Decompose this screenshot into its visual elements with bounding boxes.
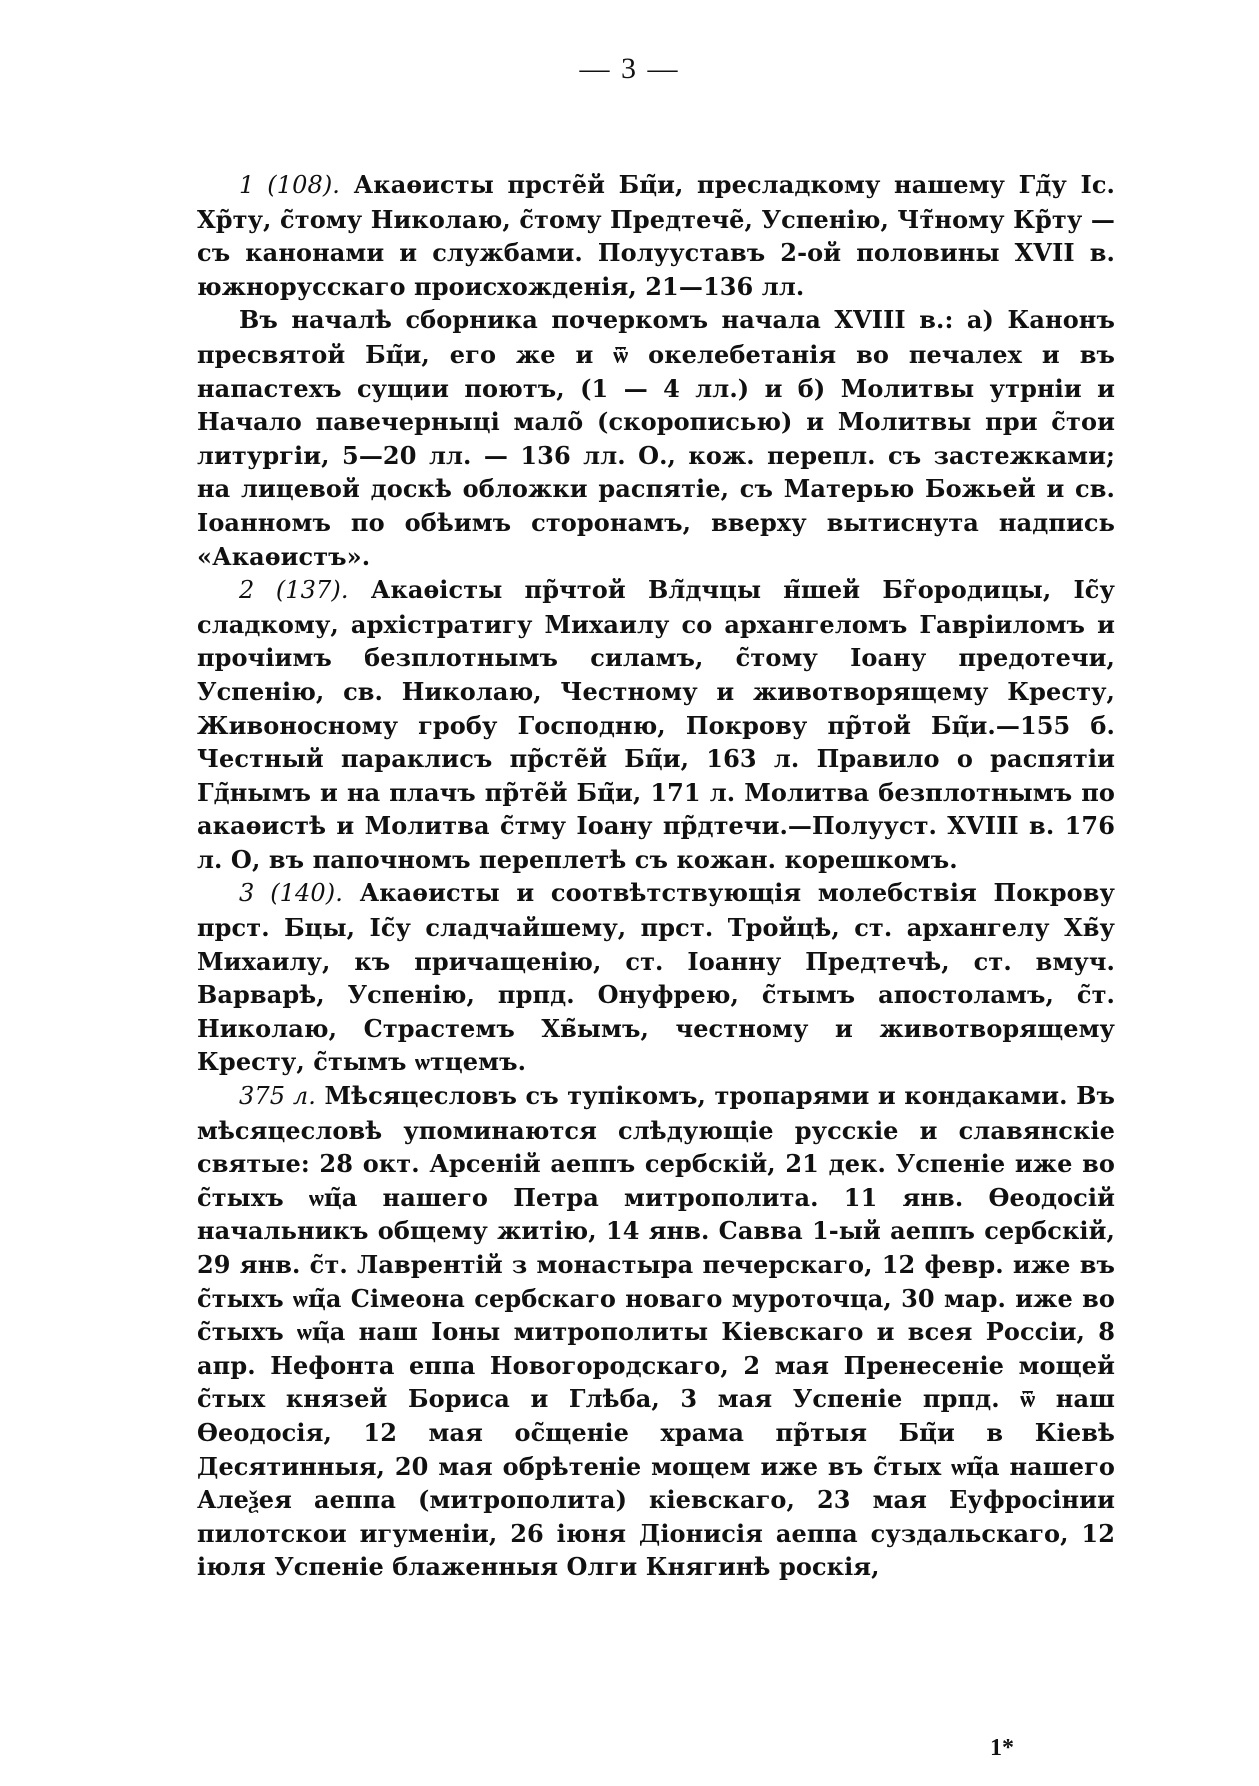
document-body — [197, 168, 1115, 1584]
entry-text: Акаѳісты пр̃чтой Вл̃дчцы н̃шей Бг̃ородицы, Іс̃у сладкому, архістратигу Михаилу со архангеломъ Гавріиломъ и прочіимъ безплотнымъ силамъ, с̃тому Іоану предотечи, Успенію, св. Николаю, Честному и животворящему Кресту, Живоносному гробу Господню, Покрову пр̃той Бц̃и.—155 б. Честный параклисъ пр̃сте̃й Бц̃и, 163 л. Правило о распятіи Гд̃нымъ и на плачъ пр̃те̃й Бц̃и, 171 л. Молитва безплотнымъ по акаѳистѣ и Молитва с̃тму Іоану пр̃дтечи.—Полууст. XVIII в. 176 л. О, въ папочномъ переплетѣ съ кожан. корешкомъ. — [197, 575, 1115, 874]
entry-text: Въ началѣ сборника почеркомъ начала XVIII в.: а) Канонъ пресвятой Бц̃и, его же и ѿ окелебетанія во печалех и въ напастехъ сущии поютъ, (1 — 4 лл.) и б) Молитвы утрнiи и Начало павечерныці мало̃ (скорописью) и Молитвы при с̃тои литургіи, 5—20 лл. — 136 лл. О., кож. перепл. съ застежками; на лицевой доскѣ обложки распятіе, съ Матерью Божьей и св. Іоанномъ по обѣимъ сторонамъ, вверху вытиснута надпись «Акаѳистъ». — [197, 305, 1115, 571]
entry-number: 375 л. — [239, 1082, 316, 1111]
entry-1 — [197, 168, 1115, 303]
entry-3 — [197, 876, 1115, 1079]
entry-number: 3 (140). — [239, 879, 343, 908]
entry-number: 1 (108). — [239, 171, 341, 199]
entry-number: 2 (137). — [239, 576, 349, 605]
page-number: — 3 — — [579, 52, 680, 85]
signature-mark: 1* — [990, 1735, 1014, 1761]
entry-text: Акаѳисты и соотвѣтствующія молебствія Покрову прст. Бцы, Іс̃у сладчайшему, прст. Тройцѣ, ст. архангелу Хв̃у Михаилу, къ причащенію, ст. Іоанну Предтечѣ, ст. вмуч. Варварѣ, Успенію, прпд. Онуфрею, с̃тымъ апостоламъ, с̃т. Николаю, Страстемъ Хв̃ымъ, честному и животворящему Кресту, с̃тымъ ѡтцемъ. — [197, 878, 1115, 1077]
entry-text: Акаѳисты прсте̃й Бц̃и, пресладкому нашему Гд̃у Іс. Хр̃ту, с̃тому Николаю, с̃тому Предтече̃, Успенію, Чт̃ному Кр̃ту — съ канонами и службами. Полууставъ 2-ой половины XVII в. южнорусскаго происхожденія, 21—136 лл. — [197, 170, 1115, 301]
entry-1-note — [197, 303, 1115, 573]
entry-3-calendar — [197, 1079, 1115, 1584]
entry-text: Мѣсяцесловъ съ тупікомъ, тропарями и кондаками. Въ мѣсяцесловѣ упоминаются слѣдующіе русскіе и славянскіе святые: 28 окт. Арсеній аеппъ сербскій, 21 дек. Успеніе иже во с̃тыхъ ѡц̃а нашего Петра митрополита. 11 янв. Ѳеодосій начальникъ общему житію, 14 янв. Савва 1-ый аеппъ сербскій, 29 янв. с̃т. Лаврентій з монастыра печерскаго, 12 февр. иже въ с̃тыхъ ѡц̃а Сімеона сербскаго новаго муроточца, 30 мар. иже во с̃тыхъ ѡц̃а наш Іоны митрополиты Кіевскаго и всея Россіи, 8 апр. Нефонта еппа Новогородскаго, 2 мая Пренесеніе мощей с̃тых князей Бориса и Глѣба, 3 мая Успеніе прпд. ѿ наш Ѳеодосія, 12 мая ос̃щеніе храма пр̃тыя Бц̃и в Кіевѣ Десятинныя, 20 мая обрѣтеніе мощем иже въ с̃тых ѡц̃а нашего Алеѯея аеппа (митрополита) кіевскаго, 23 мая Еуфросінии пилотскои игуменіи, 26 іюня Діонисія аеппа суздальскаго, 12 іюля Успеніе блаженныя Олги Княгинѣ роскія, — [197, 1081, 1115, 1582]
entry-2 — [197, 573, 1115, 876]
